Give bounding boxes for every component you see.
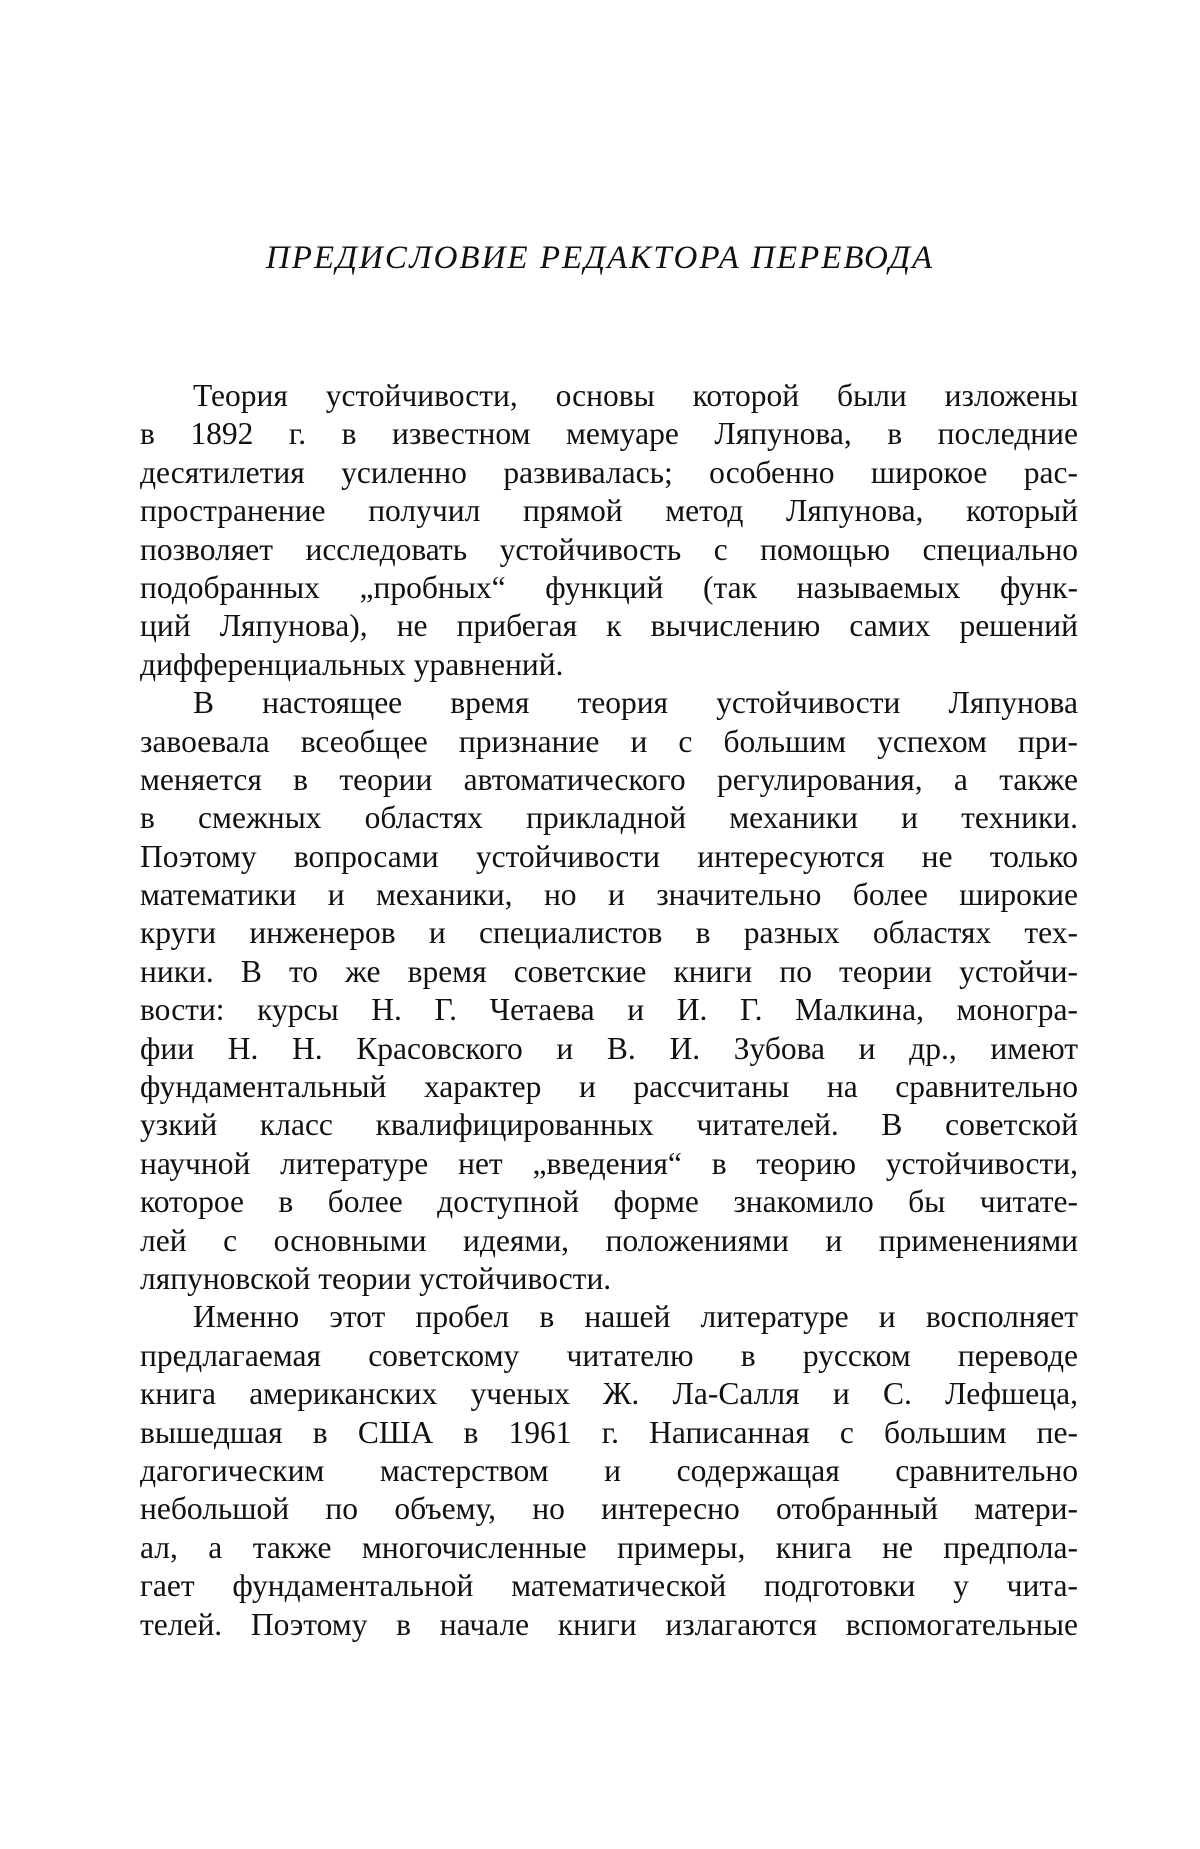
body-text: [140, 377, 1078, 1644]
text-line: ал, а также многочисленные примеры, книга не предпола-: [140, 1529, 1078, 1565]
text-line: завоевала всеобщее признание и с большим успехом при-: [140, 723, 1078, 759]
text-line: подобранных „пробных“ функций (так называемых функ-: [140, 569, 1078, 605]
text-line: математики и механики, но и значительно более широкие: [140, 877, 1078, 913]
text-line: небольшой по объему, но интересно отобранный матери-: [140, 1491, 1078, 1527]
text-line: меняется в теории автоматического регулирования, а также: [140, 761, 1078, 797]
text-line: в 1892 г. в известном мемуаре Ляпунова, в последние: [140, 416, 1078, 452]
text-line: Именно этот пробел в нашей литературе и восполняет: [193, 1299, 1078, 1335]
text-line: в смежных областях прикладной механики и техники.: [140, 800, 1078, 836]
text-line: Теория устойчивости, основы которой были изложены: [193, 378, 1078, 413]
text-line: пространение получил прямой метод Ляпунова, который: [140, 493, 1078, 529]
text-line: узкий класс квалифицированных читателей. В советской: [140, 1107, 1078, 1143]
text-line: дифференциальных уравнений.: [140, 646, 564, 682]
text-line: позволяет исследовать устойчивость с помощью специально: [140, 531, 1078, 567]
text-line: фундаментальный характер и рассчитаны на сравнительно: [140, 1069, 1078, 1105]
text-line: гает фундаментальной математической подготовки у чита-: [140, 1568, 1078, 1604]
text-line: ляпуновской теории устойчивости.: [140, 1260, 612, 1296]
text-line: вышедшая в США в 1961 г. Написанная с большим пе-: [140, 1414, 1078, 1450]
page-title: ПРЕДИСЛОВИЕ РЕДАКТОРА ПЕРЕВОДА: [265, 240, 935, 276]
text-line: книга американских ученых Ж. Ла-Салля и С. Лефшеца,: [140, 1376, 1078, 1412]
text-line: В настоящее время теория устойчивости Ляпунова: [193, 685, 1078, 721]
text-line: десятилетия усиленно развивалась; особенно широкое рас-: [140, 454, 1078, 490]
text-line: научной литературе нет „введения“ в теорию устойчивости,: [140, 1145, 1078, 1181]
text-line: телей. Поэтому в начале книги излагаются вспомогательные: [140, 1606, 1078, 1642]
text-line: фии Н. Н. Красовского и В. И. Зубова и др., имеют: [140, 1030, 1078, 1066]
text-line: круги инженеров и специалистов в разных областях тех-: [140, 915, 1078, 951]
text-line: ций Ляпунова), не прибегая к вычислению самих решений: [140, 608, 1078, 644]
text-line: которое в более доступной форме знакомило бы читате-: [140, 1184, 1078, 1220]
text-line: лей с основными идеями, положениями и применениями: [140, 1222, 1078, 1258]
text-line: ники. В то же время советские книги по теории устойчи-: [140, 953, 1078, 989]
text-line: предлагаемая советскому читателю в русском переводе: [140, 1337, 1078, 1373]
text-line: дагогическим мастерством и содержащая сравнительно: [140, 1452, 1078, 1488]
text-line: Поэтому вопросами устойчивости интересуются не только: [140, 838, 1078, 874]
text-line: вости: курсы Н. Г. Четаева и И. Г. Малкина, моногра-: [140, 992, 1078, 1028]
